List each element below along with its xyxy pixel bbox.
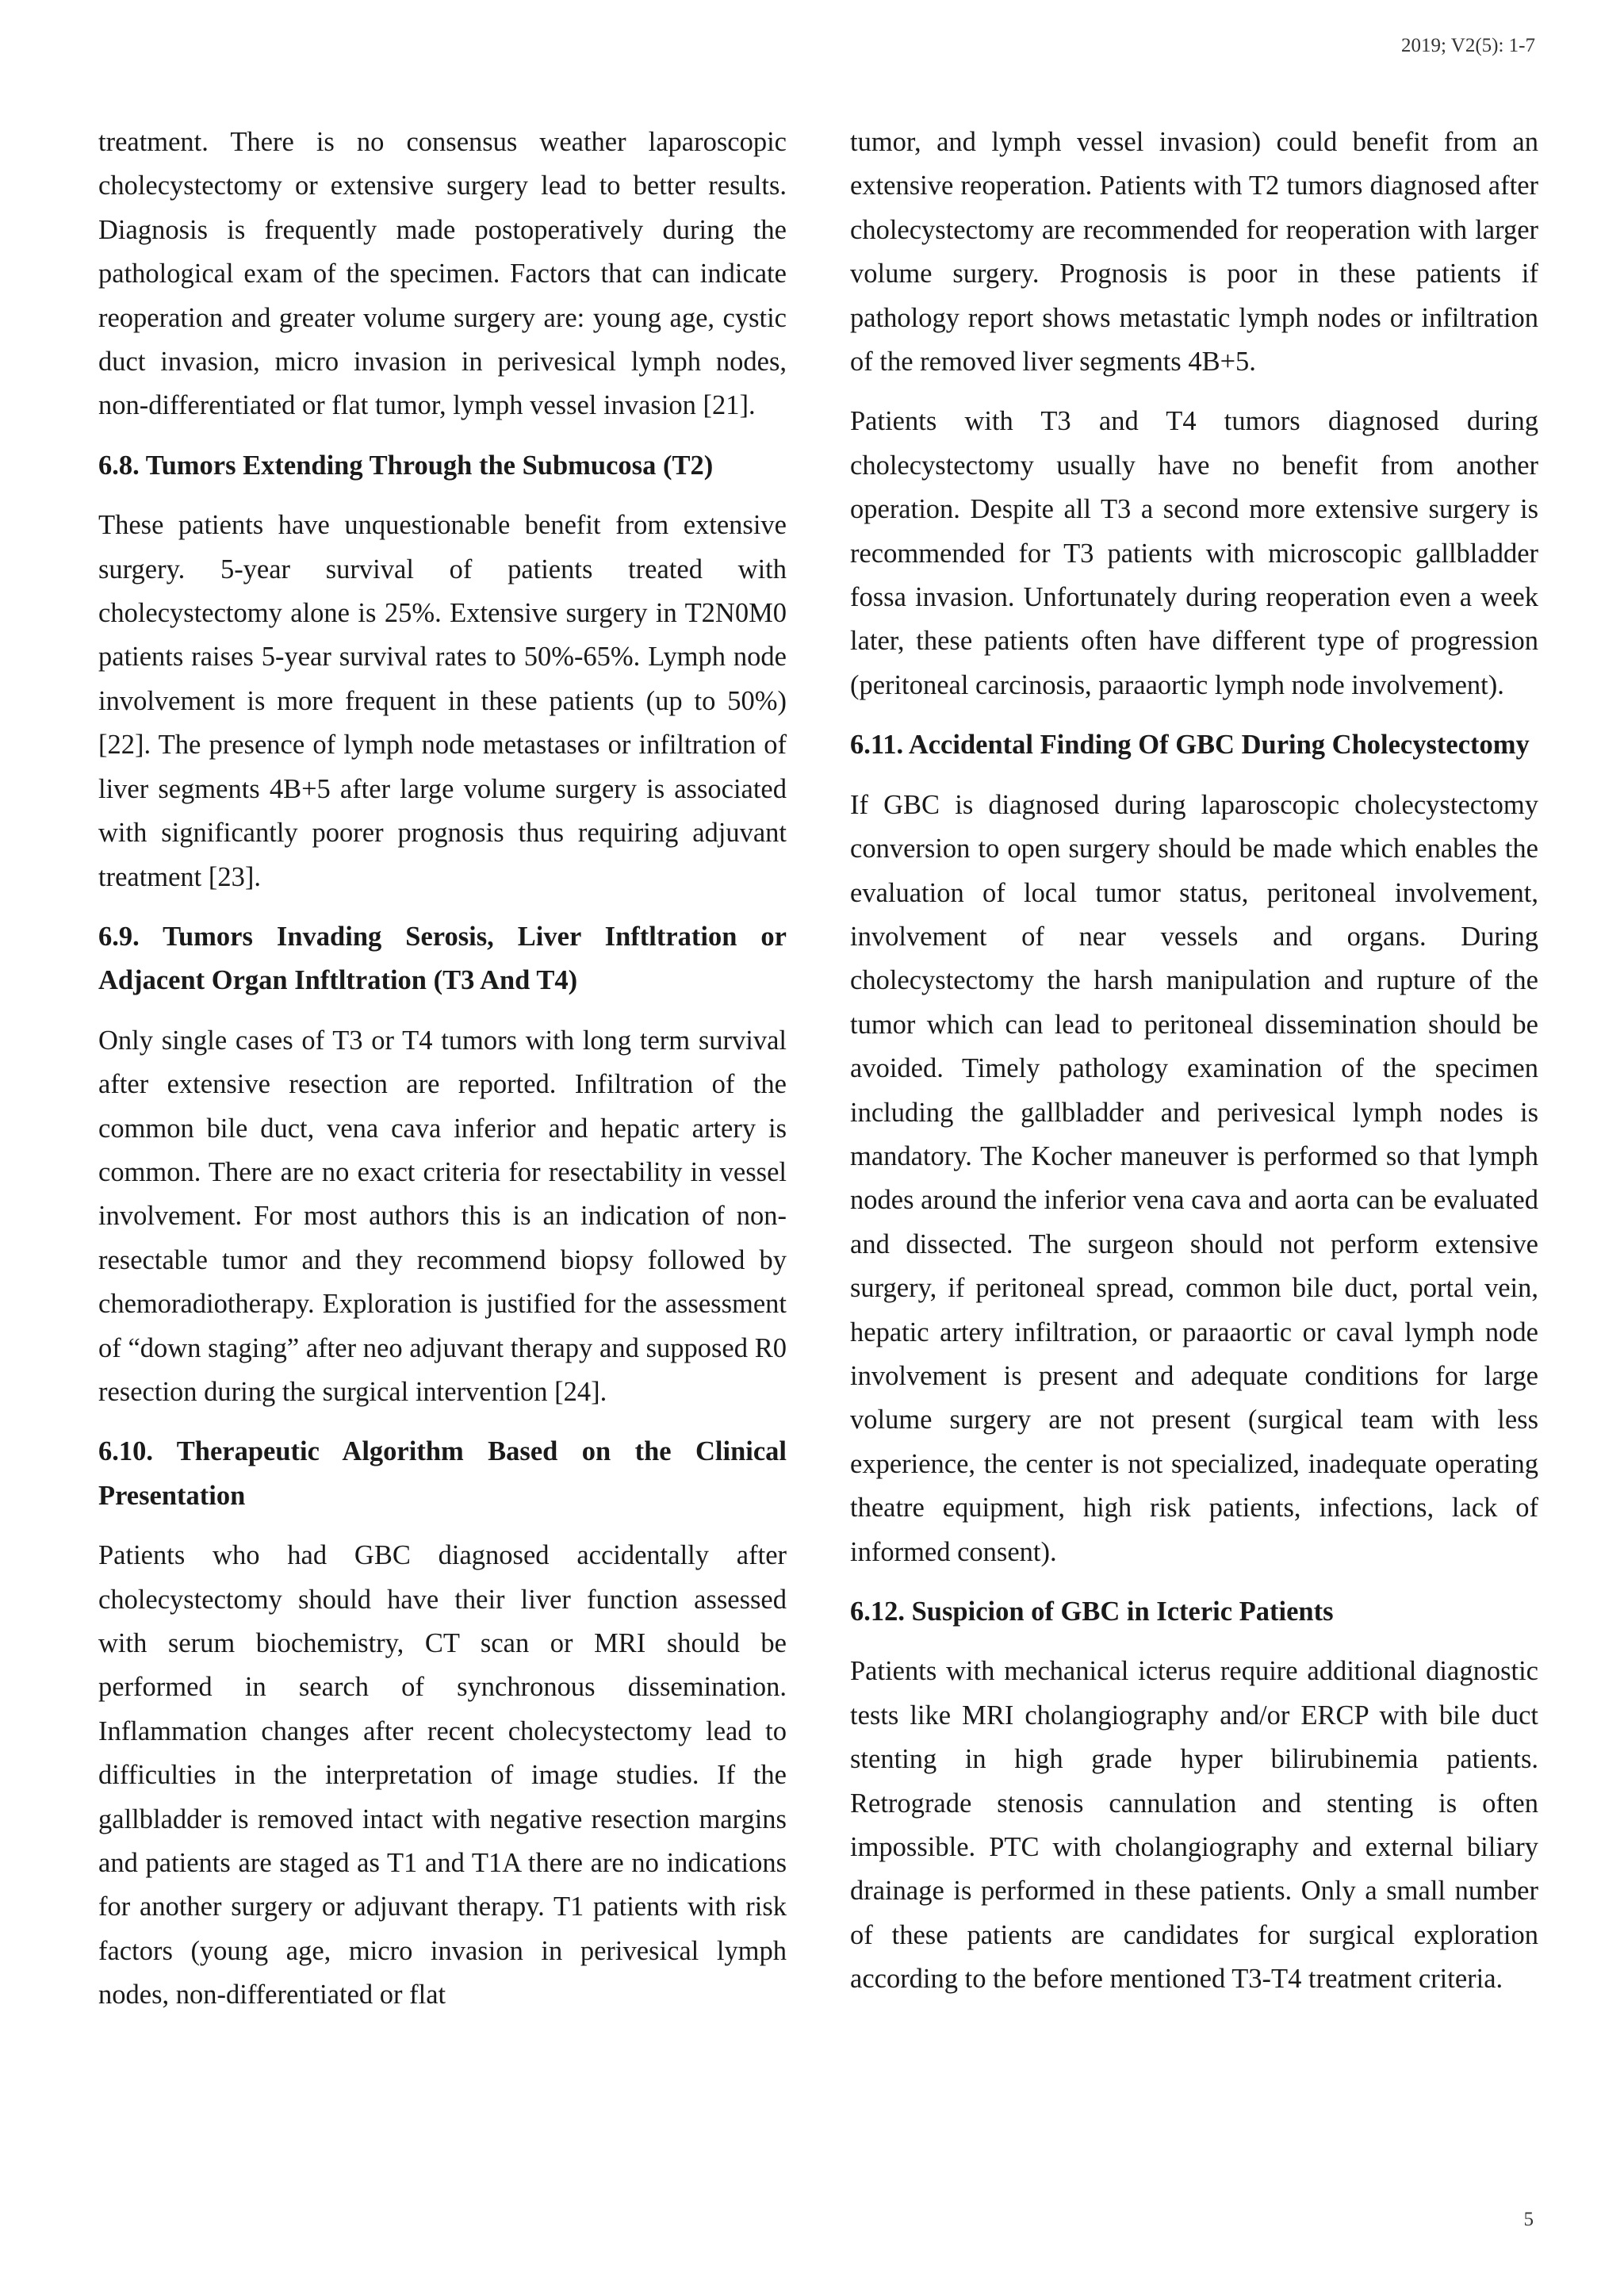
section-heading-6-11: 6.11. Accidental Finding Of GBC During Cholecystectomy	[850, 730, 1530, 761]
paragraph-left-3: Only single cases of T3 or T4 tumors with long term survival after extensive resection are reported. Infiltration of the common bile duct, vena cava inferior and hepatic artery is common. There are no exact criteria for resectability in vessel involvement. For most authors this is an indication of non-resectable tumor and they recommend biopsy followed by chemoradiotherapy. Exploration is justified for the assessment of “down staging” after neo adjuvant therapy and supposed R0 resection during the surgical intervention [24].	[98, 1025, 787, 1407]
section-heading-6-8: 6.8. Tumors Extending Through the Submucosa (T2)	[98, 450, 714, 481]
page-number: 5	[1523, 2209, 1534, 2230]
paragraph-right-2: Patients with T3 and T4 tumors diagnosed during cholecystectomy usually have no benefit from another operation. Despite all T3 a second more extensive surgery is recommended for T3 patients with microscopic gallbladder fossa invasion. Unfortunately during reoperation even a week later, these patients often have different type of progression (peritoneal carcinosis, paraaortic lymph node involvement).	[850, 406, 1538, 700]
paragraph-left-1: treatment. There is no consensus weather laparoscopic cholecystectomy or extensive surgery lead to better results. Diagnosis is frequently made postoperatively during the pathological exam of the specimen. Factors that can indicate reoperation and greater volume surgery are: young age, cystic duct invasion, micro invasion in perivesical lymph nodes, non-differentiated or flat tumor, lymph vessel invasion [21].	[98, 127, 787, 421]
paragraph-left-4: Patients who had GBC diagnosed accidentally after cholecystectomy should have their liver function assessed with serum biochemistry, CT scan or MRI should be performed in search of synchronous dissemination. Inflammation changes after recent cholecystectomy lead to difficulties in the interpretation of image studies. If the gallbladder is removed intact with negative resection margins and patients are staged as T1 and T1A there are no indications for another surgery or adjuvant therapy. T1 patients with risk factors (young age, micro invasion in perivesical lymph nodes, non-differentiated or flat	[98, 1540, 787, 2010]
right-column	[850, 121, 1538, 2002]
paragraph-right-1: tumor, and lymph vessel invasion) could benefit from an extensive reoperation. Patients with T2 tumors diagnosed after cholecystectomy are recommended for reoperation with larger volume surgery. Prognosis is poor in these patients if pathology report shows metastatic lymph nodes or infiltration of the removed liver segments 4B+5.	[850, 127, 1538, 378]
section-heading-6-9: 6.9. Tumors Invading Serosis, Liver Inftltration or Adjacent Organ Inftltration (T3 And T4)	[98, 921, 787, 996]
section-heading-6-12: 6.12. Suspicion of GBC in Icteric Patients	[850, 1596, 1334, 1627]
left-column	[98, 121, 787, 2018]
paragraph-right-3: If GBC is diagnosed during laparoscopic cholecystectomy conversion to open surgery should be made which enables the evaluation of local tumor status, peritoneal involvement, involvement of near vessels and organs. During cholecystectomy the harsh manipulation and rupture of the tumor which can lead to peritoneal dissemination should be avoided. Timely pathology examination of the specimen including the gallbladder and perivesical lymph nodes is mandatory. The Kocher maneuver is performed so that lymph nodes around the inferior vena cava and aorta can be evaluated and dissected. The surgeon should not perform extensive surgery, if peritoneal spread, common bile duct, portal vein, hepatic artery infiltration, or paraaortic or caval lymph node involvement is present and adequate conditions for large volume surgery are not present (surgical team with less experience, the center is not specialized, inadequate operating theatre equipment, high risk patients, infections, lack of informed consent).	[850, 789, 1538, 1567]
paragraph-right-4: Patients with mechanical icterus require additional diagnostic tests like MRI cholangiography and/or ERCP with bile duct stenting in high grade hyper bilirubinemia patients. Retrograde stenosis cannulation and stenting is often impossible. PTC with cholangiography and external biliary drainage is performed in these patients. Only a small number of these patients are candidates for surgical exploration according to the before mentioned T3-T4 treatment criteria.	[850, 1656, 1538, 1995]
section-heading-6-10: 6.10. Therapeutic Algorithm Based on the Clinical Presentation	[98, 1436, 787, 1511]
running-head-citation: 2019; V2(5): 1-7	[1401, 35, 1535, 56]
paragraph-left-2: These patients have unquestionable benefit from extensive surgery. 5-year survival of patients treated with cholecystectomy alone is 25%. Extensive surgery in T2N0M0 patients raises 5-year survival rates to 50%-65%. Lymph node involvement is more frequent in these patients (up to 50%) [22]. The presence of lymph node metastases or infiltration of liver segments 4B+5 after large volume surgery is associated with significantly poorer prognosis thus requiring adjuvant treatment [23].	[98, 510, 787, 892]
